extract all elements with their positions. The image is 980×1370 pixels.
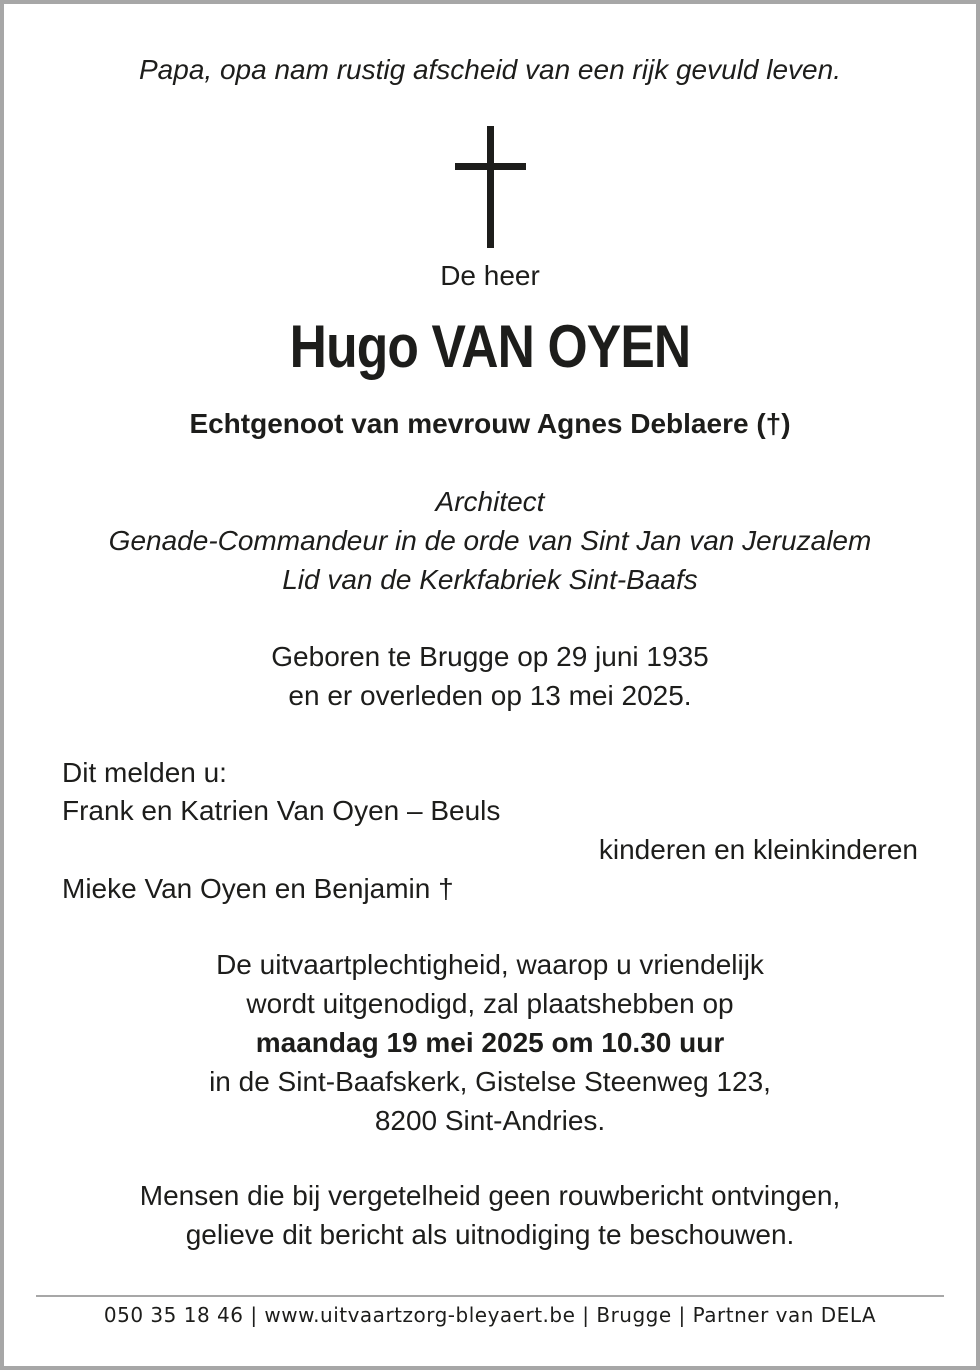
family-member: Frank en Katrien Van Oyen – Beuls [62,795,501,826]
death-line: en er overleden op 13 mei 2025. [288,680,692,711]
closing-note [0,1176,980,1254]
honorific: De heer [440,260,540,291]
footer-contact: 050 35 18 46 | www.uitvaartzorg-bleyaert.be | Brugge | Partner van DELA [103,1303,877,1327]
funeral-line: De uitvaartplechtigheid, waarop u vriendelijk [216,949,764,980]
tagline: Papa, opa nam rustig afscheid van een rijk gevuld leven. [139,54,841,85]
title-line: Architect [435,486,545,517]
title-line: Lid van de Kerkfabriek Sint-Baafs [282,564,698,595]
family-relation: kinderen en kleinkinderen [598,834,918,865]
closing-line: Mensen die bij vergetelheid geen rouwbericht ontvingen, [139,1180,841,1211]
funeral-location: in de Sint-Baafskerk, Gistelse Steenweg 123, [209,1066,771,1097]
funeral-info [0,945,980,1140]
spouse-line: Echtgenoot van mevrouw Agnes Deblaere (†) [189,408,791,439]
life-dates [0,637,980,715]
announcement: Dit melden u: [62,757,227,788]
family-member: Mieke Van Oyen en Benjamin † [62,873,454,904]
deceased-name: Hugo VAN OYEN [289,313,691,380]
funeral-line: wordt uitgenodigd, zal plaatshebben op [246,988,734,1019]
funeral-location: 8200 Sint-Andries. [374,1105,606,1136]
birth-line: Geboren te Brugge op 29 juni 1935 [271,641,709,672]
footer-divider [36,1295,944,1297]
cross-icon [455,126,526,248]
title-line: Genade-Commandeur in de orde van Sint Jan van Jeruzalem [108,525,872,556]
funeral-datetime: maandag 19 mei 2025 om 10.30 uur [255,1027,725,1058]
closing-line: gelieve dit bericht als uitnodiging te beschouwen. [185,1219,795,1250]
titles [0,482,980,599]
